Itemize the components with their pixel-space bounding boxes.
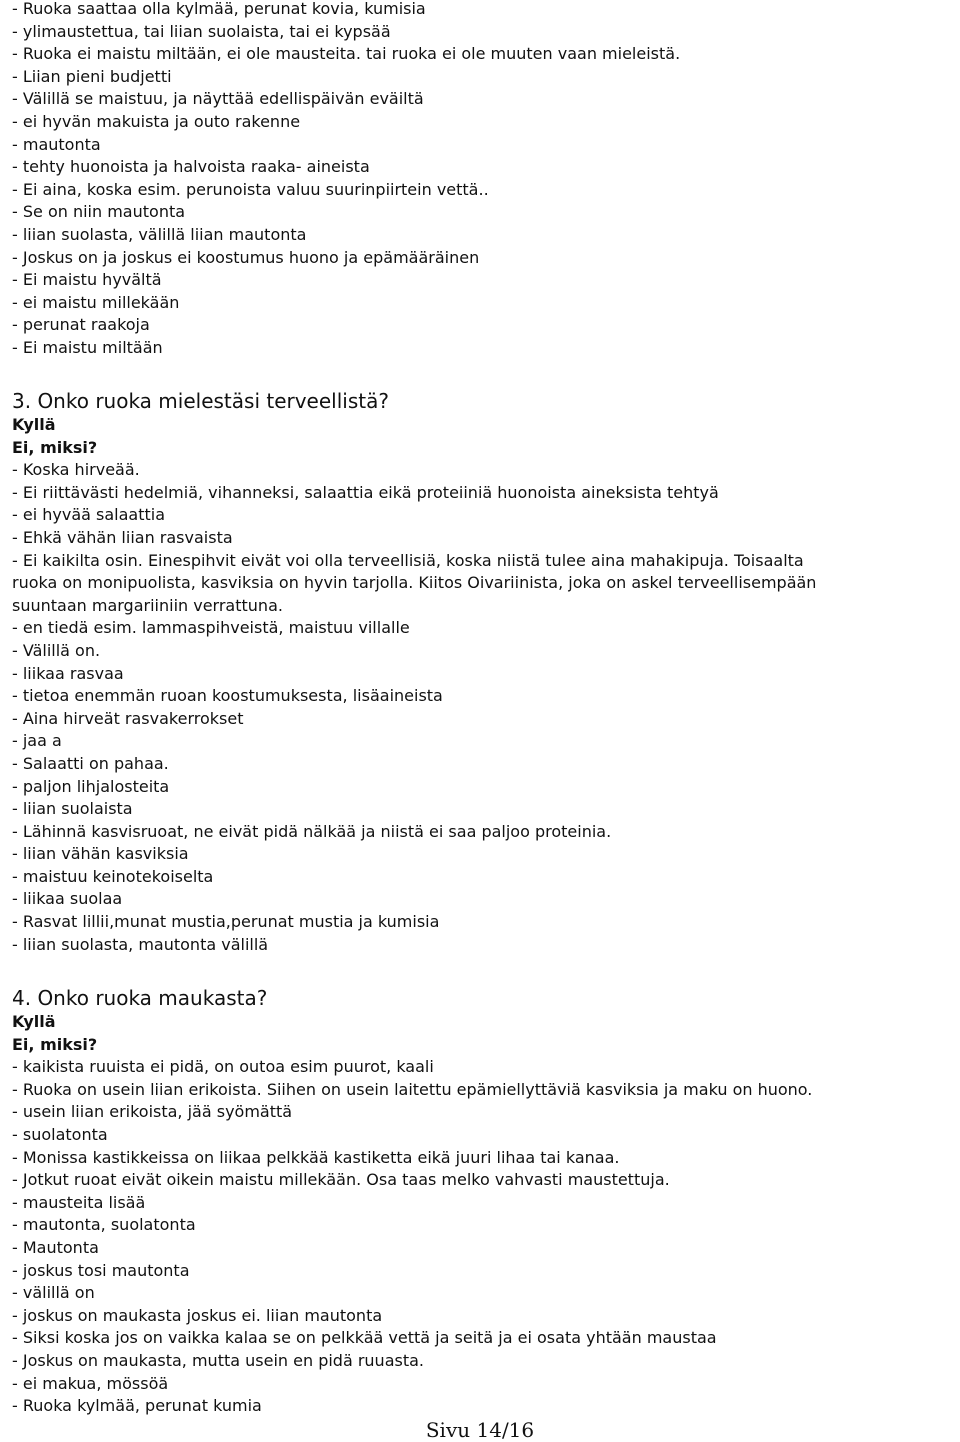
answer-line: - Joskus on ja joskus ei koostumus huono ja epämääräinen <box>12 247 480 267</box>
answer-line: - ei hyvää salaattia <box>12 505 165 525</box>
answer-line: - Koska hirveää. <box>12 460 140 480</box>
answer-line: - Ruoka on usein liian erikoista. Siihen on usein laitettu epämiellyttäviä kasviksia ja maku on huono. <box>12 1079 813 1099</box>
answer-line: - liian suolaista <box>12 799 133 819</box>
answer-line: - tehty huonoista ja halvoista raaka- aineista <box>12 157 370 177</box>
page-number: Sivu 14/16 <box>425 1418 535 1442</box>
answer-line: - liian vähän kasviksia <box>12 844 189 864</box>
answer-line: - liikaa suolaa <box>12 889 123 909</box>
answer-line: - Se on niin mautonta <box>12 202 186 222</box>
answer-line: - Ei maistu miltään <box>12 337 163 357</box>
answer-line: - maistuu keinotekoiselta <box>12 866 214 886</box>
question-4-option-no: Ei, miksi? <box>12 1034 98 1054</box>
answer-line: - mautonta, suolatonta <box>12 1215 196 1235</box>
answer-line: - Jotkut ruoat eivät oikein maistu millekään. Osa taas melko vahvasti maustettuja. <box>12 1170 670 1190</box>
answer-line: - joskus on maukasta joskus ei. liian mautonta <box>12 1305 383 1325</box>
answer-line: - Mautonta <box>12 1237 99 1257</box>
answer-line: - välillä on <box>12 1283 95 1303</box>
answers-list-top <box>12 0 680 360</box>
answer-line: - Välillä se maistuu, ja näyttää edellispäivän eväiltä <box>12 89 424 109</box>
answer-line: - Ei riittävästi hedelmiä, vihanneksi, salaattia eikä proteiiniä huonoista aineksista tehtyä <box>12 482 719 502</box>
question-3-option-no: Ei, miksi? <box>12 437 98 457</box>
answer-line: - ei maistu millekään <box>12 292 180 312</box>
answer-line: - Ei maistu hyvältä <box>12 270 162 290</box>
answer-line: - Monissa kastikkeissa on liikaa pelkkää kastiketta eikä juuri lihaa tai kanaa. <box>12 1147 620 1167</box>
answer-line: - liian suolasta, mautonta välillä <box>12 934 269 954</box>
answer-line: - jaa a <box>12 731 62 751</box>
answer-line: - kaikista ruuista ei pidä, on outoa esim puurot, kaali <box>12 1057 434 1077</box>
answer-line: - Ruoka kylmää, perunat kumia <box>12 1396 262 1416</box>
question-3-heading: 3. Onko ruoka mielestäsi terveellistä? <box>12 389 389 413</box>
answer-line: - Ei kaikilta osin. Einespihvit eivät voi olla terveellisiä, koska niistä tulee aina mahakipuja. Toisaalta <box>12 550 804 570</box>
answer-line: - Joskus on maukasta, mutta usein en pidä ruuasta. <box>12 1350 424 1370</box>
question-4-section <box>12 985 812 1418</box>
answer-line: - Aina hirveät rasvakerrokset <box>12 708 244 728</box>
answer-line: - ei hyvän makuista ja outo rakenne <box>12 111 301 131</box>
answer-line: - Ruoka ei maistu miltään, ei ole mausteita. tai ruoka ei ole muuten vaan mieleistä. <box>12 44 681 64</box>
answer-line: - Välillä on. <box>12 640 101 660</box>
answer-line: - Rasvat lillii,munat mustia,perunat mustia ja kumisia <box>12 912 440 932</box>
answer-line: - perunat raakoja <box>12 315 150 335</box>
answer-line: - ylimaustettua, tai liian suolaista, tai ei kypsää <box>12 21 391 41</box>
question-4-answers <box>12 1056 812 1418</box>
question-4-heading: 4. Onko ruoka maukasta? <box>12 986 268 1010</box>
answer-line: - liian suolasta, välillä liian mautonta <box>12 224 307 244</box>
answer-line: - paljon lihjalosteita <box>12 776 170 796</box>
answer-line: ruoka on monipuolista, kasviksia on hyvin tarjolla. Kiitos Oivariinista, joka on askel terveellisempään <box>12 573 817 593</box>
answer-line: - ei makua, mössöä <box>12 1373 169 1393</box>
answer-line: - joskus tosi mautonta <box>12 1260 190 1280</box>
answer-line: - Ei aina, koska esim. perunoista valuu suurinpiirtein vettä.. <box>12 179 489 199</box>
answer-line: - Ehkä vähän liian rasvaista <box>12 527 233 547</box>
answer-line: - Lähinnä kasvisruoat, ne eivät pidä nälkää ja niistä ei saa paljoo proteinia. <box>12 821 612 841</box>
question-3-option-yes: Kyllä <box>12 415 56 434</box>
question-3-answers <box>12 459 816 956</box>
question-3-section <box>12 388 816 956</box>
answer-line: - suolatonta <box>12 1124 108 1144</box>
answer-line: - en tiedä esim. lammaspihveistä, maistuu villalle <box>12 618 410 638</box>
answer-line: - tietoa enemmän ruoan koostumuksesta, lisäaineista <box>12 686 443 706</box>
answer-line: - Siksi koska jos on vaikka kalaa se on pelkkää vettä ja seitä ja ei osata yhtään maustaa <box>12 1328 717 1348</box>
answer-line: - Liian pieni budjetti <box>12 66 172 86</box>
answer-line: - mausteita lisää <box>12 1192 146 1212</box>
answer-line: - usein liian erikoista, jää syömättä <box>12 1102 293 1122</box>
question-4-option-yes: Kyllä <box>12 1012 56 1031</box>
answer-line: suuntaan margariiniin verrattuna. <box>12 595 283 615</box>
answer-line: - Ruoka saattaa olla kylmää, perunat kovia, kumisia <box>12 0 426 18</box>
answer-line: - liikaa rasvaa <box>12 663 124 683</box>
answer-line: - Salaatti on pahaa. <box>12 753 169 773</box>
answer-line: - mautonta <box>12 134 101 154</box>
